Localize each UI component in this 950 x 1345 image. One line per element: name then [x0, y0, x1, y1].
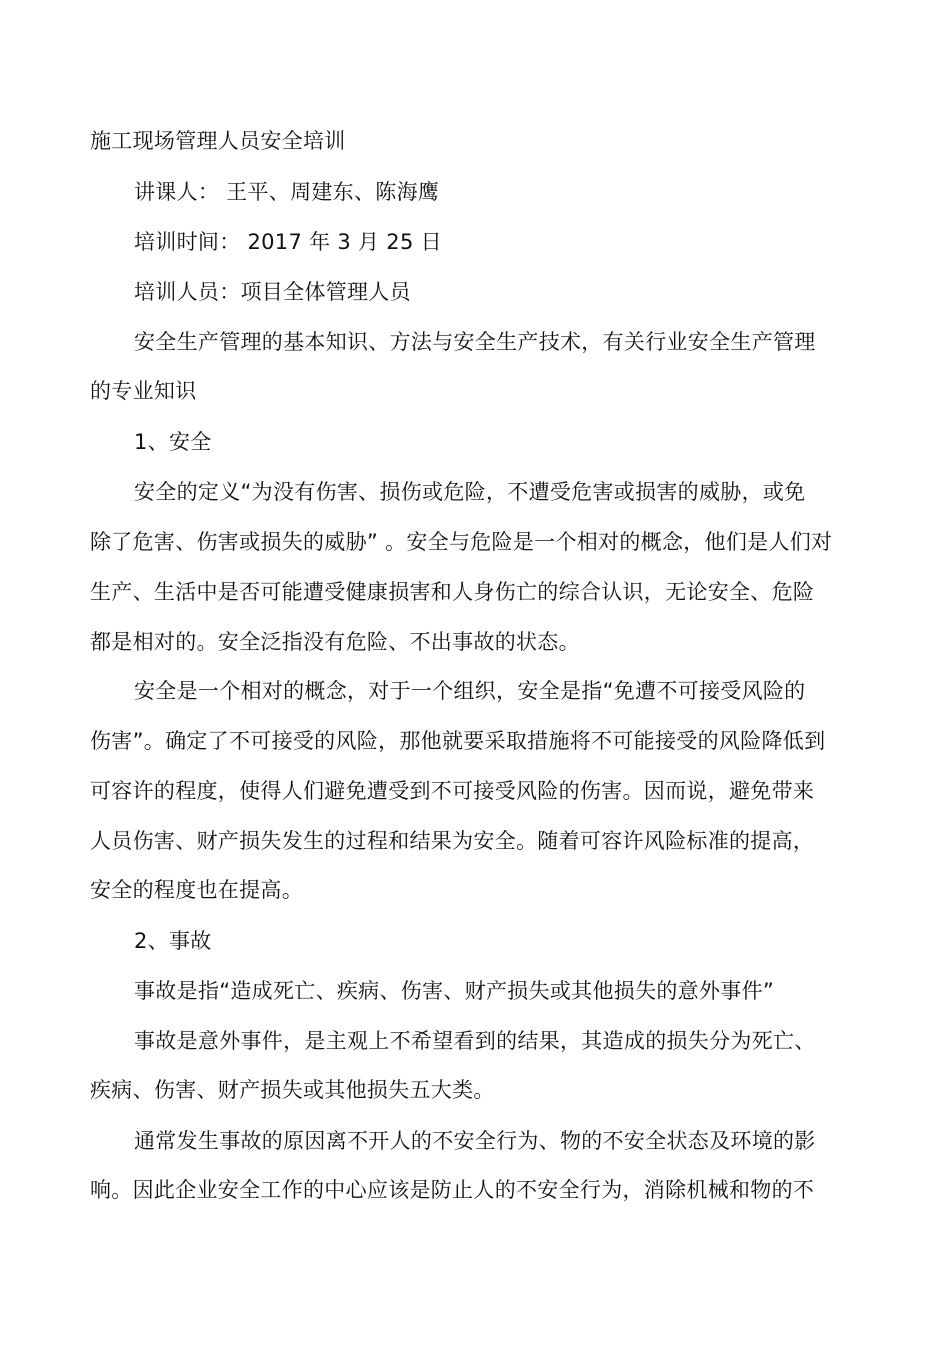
accident-para2-line-2: 疾病、伤害、财产损失或其他损失五大类。 [90, 1078, 495, 1102]
accident-para3-line-2: 响。因此企业安全工作的中心应该是防止人的不安全行为，消除机械和物的不 [90, 1178, 815, 1202]
safety-para2-line-5: 安全的程度也在提高。 [90, 878, 303, 902]
safety-para1-line-4: 都是相对的。安全泛指没有危险、不出事故的状态。 [90, 630, 580, 654]
accident-para3-line-1: 通常发生事故的原因离不开人的不安全行为、物的不安全状态及环境的影 [134, 1129, 816, 1153]
safety-para1-line-3: 生产、生活中是否可能遭受健康损害和人身伤亡的综合认识，无论安全、危险 [90, 580, 815, 604]
intro-line-2: 的专业知识 [90, 379, 197, 403]
safety-para1-line-1: 安全的定义“为没有伤害、损伤或危险，不遭受危害或损害的威胁，或免 [134, 480, 806, 504]
safety-para2-line-2: 伤害”。确定了不可接受的风险，那他就要采取措施将不可能接受的风险降低到 [90, 729, 826, 753]
document-title: 施工现场管理人员安全培训 [90, 129, 346, 153]
section-heading-safety: 1、安全 [134, 430, 212, 454]
lecturer-line: 讲课人： 王平、周建东、陈海鹰 [134, 180, 440, 204]
safety-para2-line-4: 人员伤害、财产损失发生的过程和结果为安全。随着可容许风险标准的提高， [90, 829, 815, 853]
safety-para1-line-2: 除了危害、伤害或损失的威胁” 。安全与危险是一个相对的概念，他们是人们对 [90, 530, 833, 554]
intro-line-1: 安全生产管理的基本知识、方法与安全生产技术，有关行业安全生产管理 [134, 330, 816, 354]
safety-para2-line-3: 可容许的程度，使得人们避免遭受到不可接受风险的伤害。因而说，避免带来 [90, 779, 815, 803]
accident-para1: 事故是指“造成死亡、疾病、伤害、财产损失或其他损失的意外事件” [134, 979, 775, 1003]
safety-para2-line-1: 安全是一个相对的概念，对于一个组织，安全是指“免遭不可接受风险的 [134, 679, 806, 703]
trainees-line: 培训人员：项目全体管理人员 [134, 280, 411, 304]
training-time-line: 培训时间： 2017 年 3 月 25 日 [134, 230, 442, 254]
section-heading-accident: 2、事故 [134, 929, 212, 953]
accident-para2-line-1: 事故是意外事件，是主观上不希望看到的结果，其造成的损失分为死亡、 [134, 1029, 816, 1053]
